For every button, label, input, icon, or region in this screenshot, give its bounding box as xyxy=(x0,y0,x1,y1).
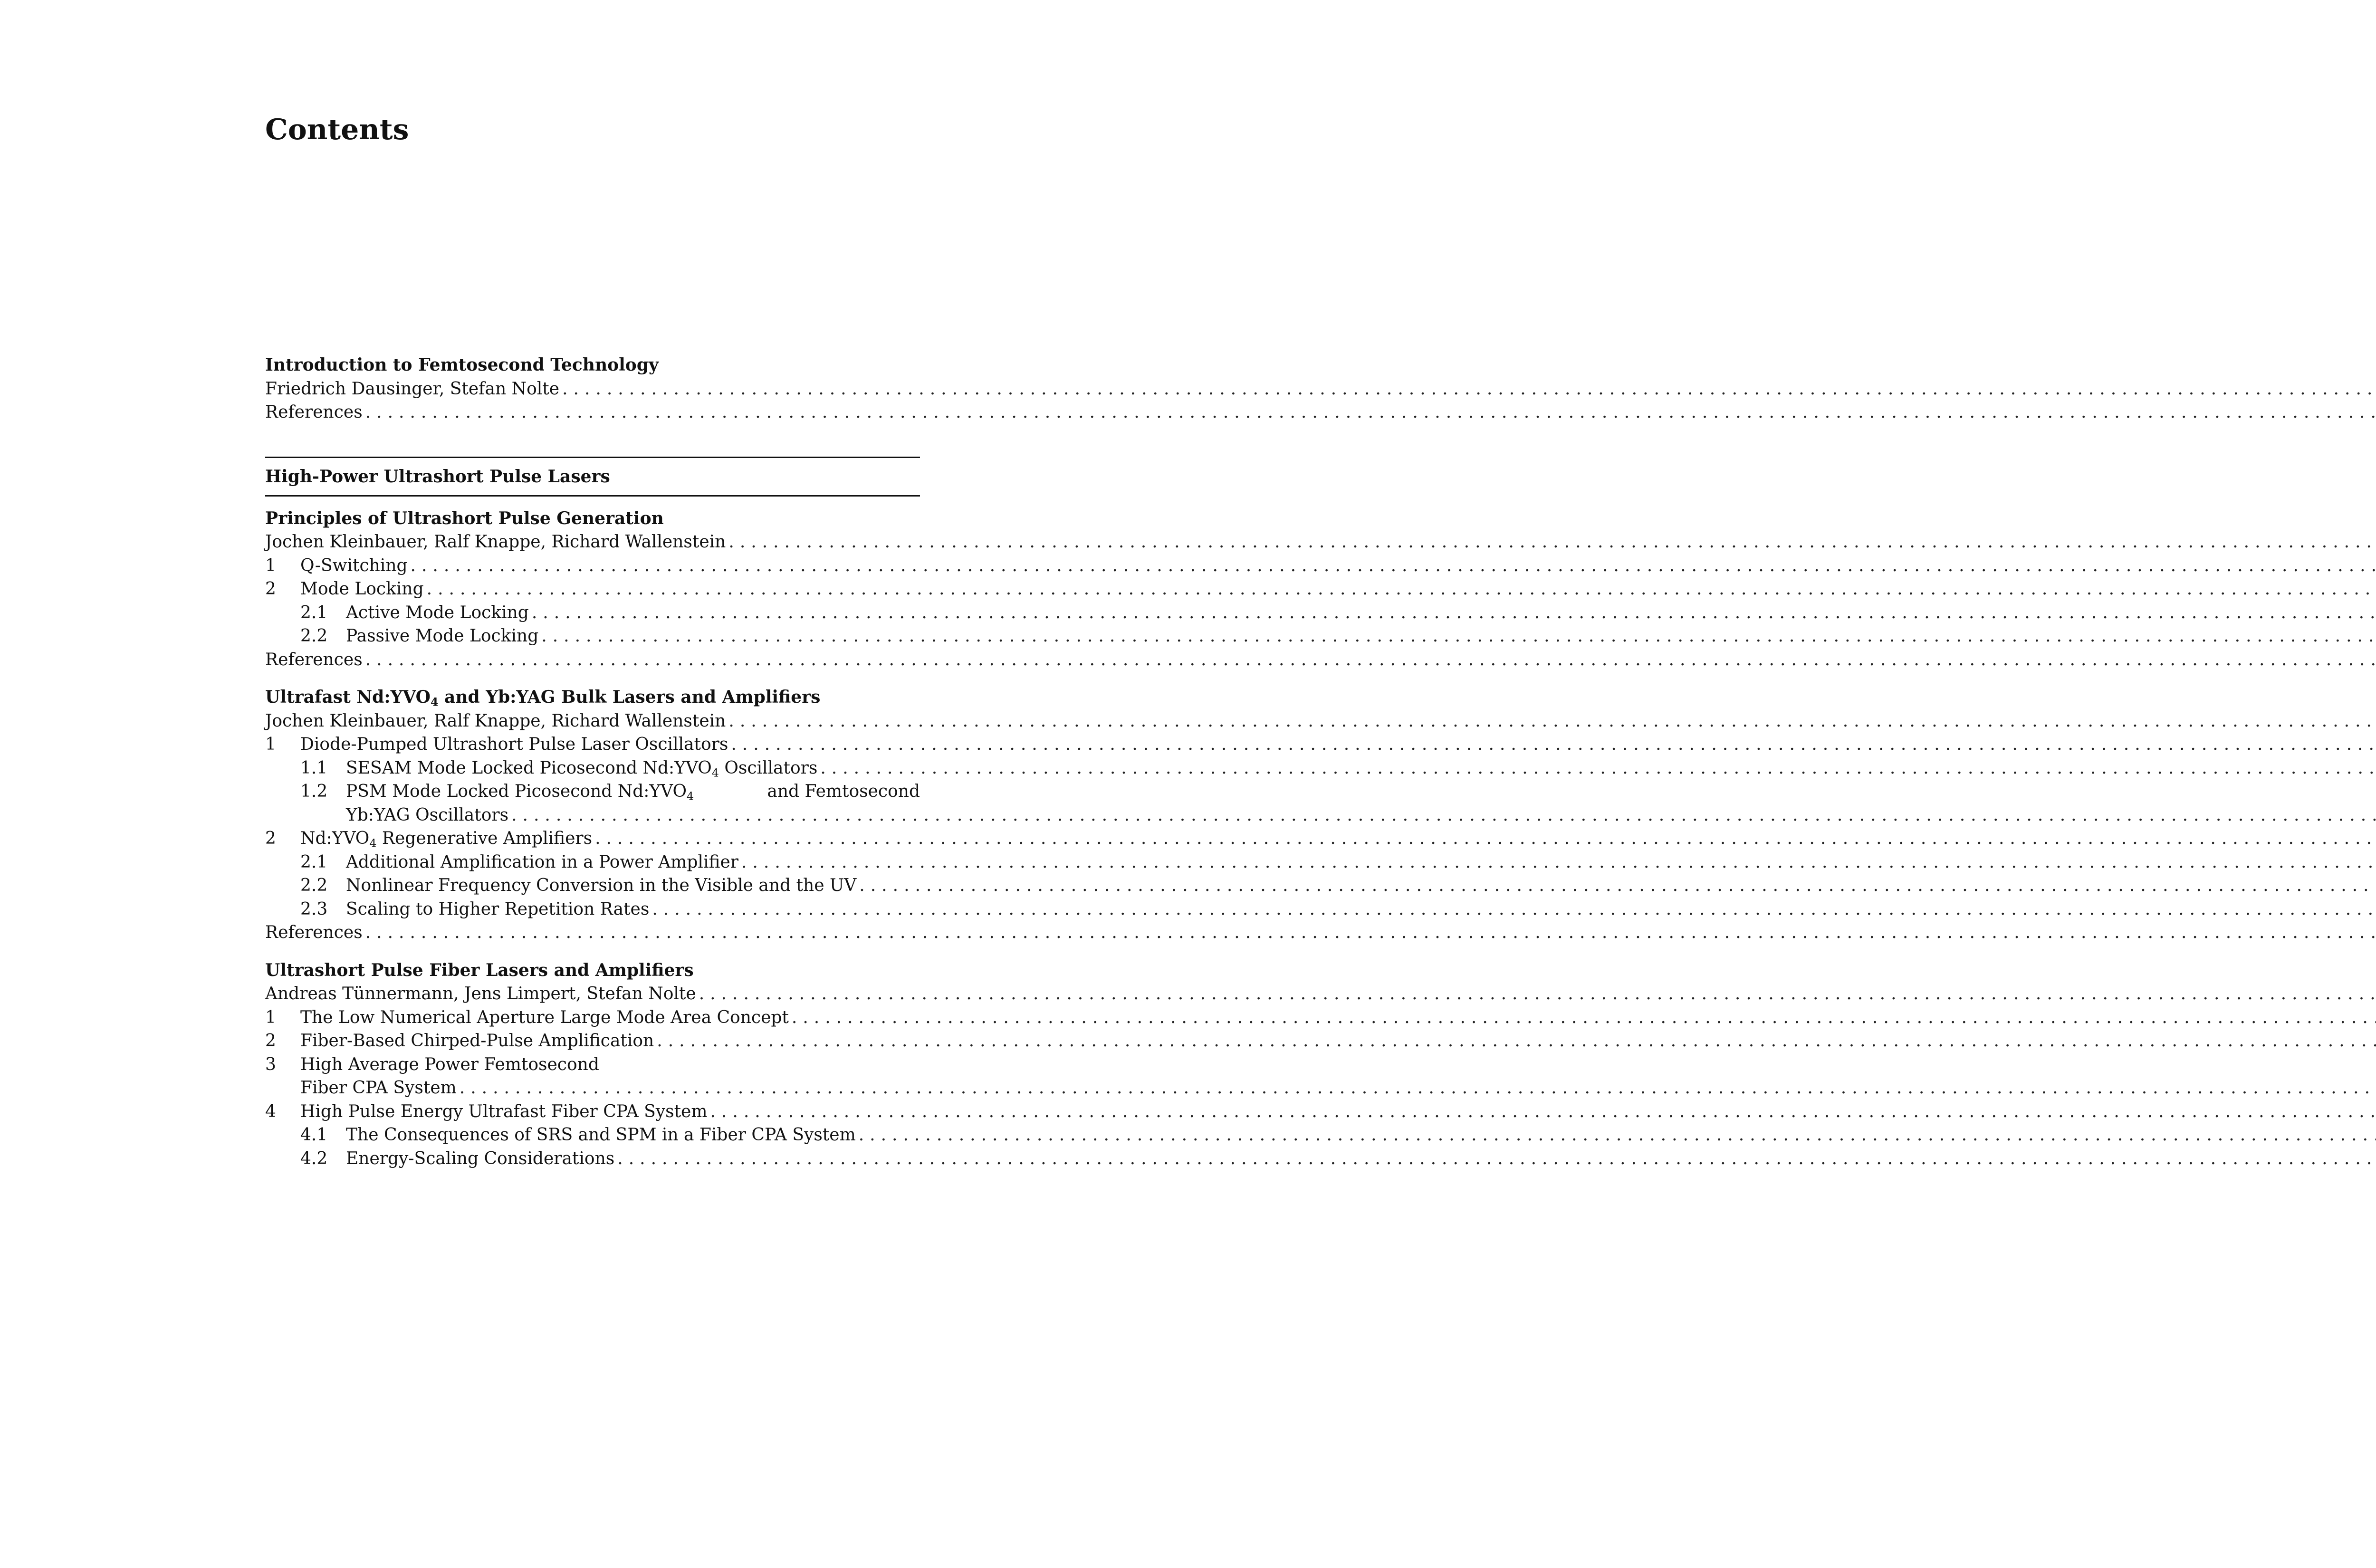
entry-title: Passive Mode Locking xyxy=(346,626,539,646)
section-number: 4.2 xyxy=(300,1148,328,1168)
section-number: 2 xyxy=(265,829,276,848)
section-number: 2 xyxy=(265,1031,276,1051)
entry-title: Yb:YAG Oscillators xyxy=(346,805,509,825)
entry-authors: Friedrich Dausinger, Stefan Nolte xyxy=(265,379,560,399)
dot-leader xyxy=(559,377,2376,401)
toc-entry-ch2-authors[interactable] xyxy=(265,709,920,733)
dot-leader xyxy=(363,401,2376,424)
section-number: 2 xyxy=(265,579,276,599)
dot-leader xyxy=(424,577,2376,601)
dot-leader xyxy=(614,1147,2376,1171)
dot-leader xyxy=(726,530,2376,554)
section-number: 1.1 xyxy=(300,758,328,778)
toc-entry-ch2-references[interactable] xyxy=(265,921,920,945)
toc-entry-intro-authors[interactable] xyxy=(265,377,920,401)
toc-entry[interactable] xyxy=(265,874,920,898)
dot-leader xyxy=(508,803,2376,827)
entry-title: Nonlinear Frequency Conversion in the Visible and the UV xyxy=(346,876,857,895)
toc-entry[interactable] xyxy=(265,624,920,648)
section-number: 1 xyxy=(265,735,276,754)
entry-title: Active Mode Locking xyxy=(346,602,529,622)
section-number: 2.2 xyxy=(300,626,328,646)
toc-entry[interactable] xyxy=(265,1147,920,1171)
chapter-title: Principles of Ultrashort Pulse Generation xyxy=(265,508,664,528)
entry-title: Q-Switching xyxy=(300,555,408,575)
toc-entry-ch3-authors[interactable] xyxy=(265,982,920,1006)
section-number: 3 xyxy=(265,1054,276,1074)
toc-entry[interactable] xyxy=(265,577,920,601)
chapter-title-part: Ultrafast Nd:YVO xyxy=(265,687,431,707)
toc-entry[interactable] xyxy=(265,1123,920,1147)
page-title: Contents xyxy=(265,113,409,146)
section-number: 4.1 xyxy=(300,1125,328,1145)
dot-leader xyxy=(738,851,2376,874)
toc-entry[interactable] xyxy=(265,756,920,780)
toc-entry[interactable] xyxy=(265,1100,920,1124)
dot-leader xyxy=(592,827,2376,851)
part-title: High-Power Ultrashort Pulse Lasers xyxy=(265,466,610,487)
section-number: 2.2 xyxy=(300,876,328,895)
entry-title: The Low Numerical Aperture Large Mode Area Concept xyxy=(300,1007,789,1027)
toc-entry-continuation[interactable] xyxy=(265,803,920,827)
entry-authors: Jochen Kleinbauer, Ralf Knappe, Richard Wallenstein xyxy=(265,711,726,731)
section-number: 2.1 xyxy=(300,852,328,872)
entry-title: $Nd:YVO_4$ Regenerative Amplifiers xyxy=(300,829,593,850)
entry-title: References xyxy=(265,923,363,942)
chapter-title-part: and Yb:YAG Bulk Lasers and Amplifiers xyxy=(438,687,821,707)
entry-title: High Pulse Energy Ultrafast Fiber CPA System xyxy=(300,1101,708,1121)
toc-entry[interactable] xyxy=(265,1053,920,1077)
entry-title: Energy-Scaling Considerations xyxy=(346,1148,615,1168)
toc-entry[interactable] xyxy=(265,780,920,803)
table-of-contents xyxy=(265,354,920,1170)
entry-title: High Average Power Femtosecond xyxy=(300,1054,599,1074)
dot-leader xyxy=(457,1076,2376,1100)
dot-leader xyxy=(856,1123,2376,1147)
chapter-title xyxy=(265,686,920,709)
dot-leader xyxy=(728,733,2376,756)
entry-title: References xyxy=(265,402,363,422)
section-number: 1 xyxy=(265,555,276,575)
toc-entry[interactable] xyxy=(265,733,920,756)
section-number: 2.3 xyxy=(300,899,328,919)
entry-title: References xyxy=(265,650,363,669)
toc-entry[interactable] xyxy=(265,601,920,625)
entry-title: Fiber-Based Chirped-Pulse Amplification xyxy=(300,1031,654,1051)
dot-leader xyxy=(529,601,2376,625)
toc-entry[interactable] xyxy=(265,851,920,874)
dot-leader xyxy=(363,921,2376,945)
toc-entry-ch1-references[interactable] xyxy=(265,648,920,672)
section-number: 2.1 xyxy=(300,602,328,622)
dot-leader xyxy=(538,624,2376,648)
section-number: 1 xyxy=(265,1007,276,1027)
toc-entry[interactable] xyxy=(265,1029,920,1053)
toc-entry-intro-references[interactable] xyxy=(265,401,920,424)
dot-leader xyxy=(696,982,2376,1006)
dot-leader xyxy=(363,648,2376,672)
entry-title: SESAM Mode Locked Picosecond $Nd:YVO_4$ Oscillators xyxy=(346,758,818,780)
entry-authors: Andreas Tünnermann, Jens Limpert, Stefan Nolte xyxy=(265,984,696,1004)
subscript: 4 xyxy=(430,695,439,709)
toc-entry-ch1-authors[interactable] xyxy=(265,530,920,554)
entry-title: The Consequences of SRS and SPM in a Fiber CPA System xyxy=(346,1125,856,1145)
dot-leader xyxy=(408,554,2376,578)
entry-title: Mode Locking xyxy=(300,579,424,599)
toc-entry-continuation[interactable] xyxy=(265,1076,920,1100)
toc-entry[interactable] xyxy=(265,898,920,921)
dot-leader xyxy=(707,1100,2376,1124)
entry-title: Diode-Pumped Ultrashort Pulse Laser Oscillators xyxy=(300,735,728,754)
intro-title: Introduction to Femtosecond Technology xyxy=(265,355,659,375)
dot-leader xyxy=(789,1006,2376,1030)
dot-leader xyxy=(654,1029,2376,1053)
entry-title: PSM Mode Locked Picosecond $Nd:YVO_4$ and Femtosecond xyxy=(346,782,920,803)
entry-authors: Jochen Kleinbauer, Ralf Knappe, Richard Wallenstein xyxy=(265,532,726,552)
entry-title: Fiber CPA System xyxy=(300,1078,457,1098)
dot-leader xyxy=(649,898,2376,921)
toc-entry[interactable] xyxy=(265,827,920,851)
entry-title: Additional Amplification in a Power Amplifier xyxy=(346,852,738,872)
dot-leader xyxy=(856,874,2376,898)
dot-leader xyxy=(726,709,2376,733)
section-number: 4 xyxy=(265,1101,276,1121)
section-number: 1.2 xyxy=(300,782,328,801)
chapter-title: Ultrashort Pulse Fiber Lasers and Amplifiers xyxy=(265,960,694,980)
dot-leader xyxy=(817,756,2376,780)
toc-entry[interactable] xyxy=(265,554,920,578)
entry-title: Scaling to Higher Repetition Rates xyxy=(346,899,650,919)
toc-entry[interactable] xyxy=(265,1006,920,1030)
